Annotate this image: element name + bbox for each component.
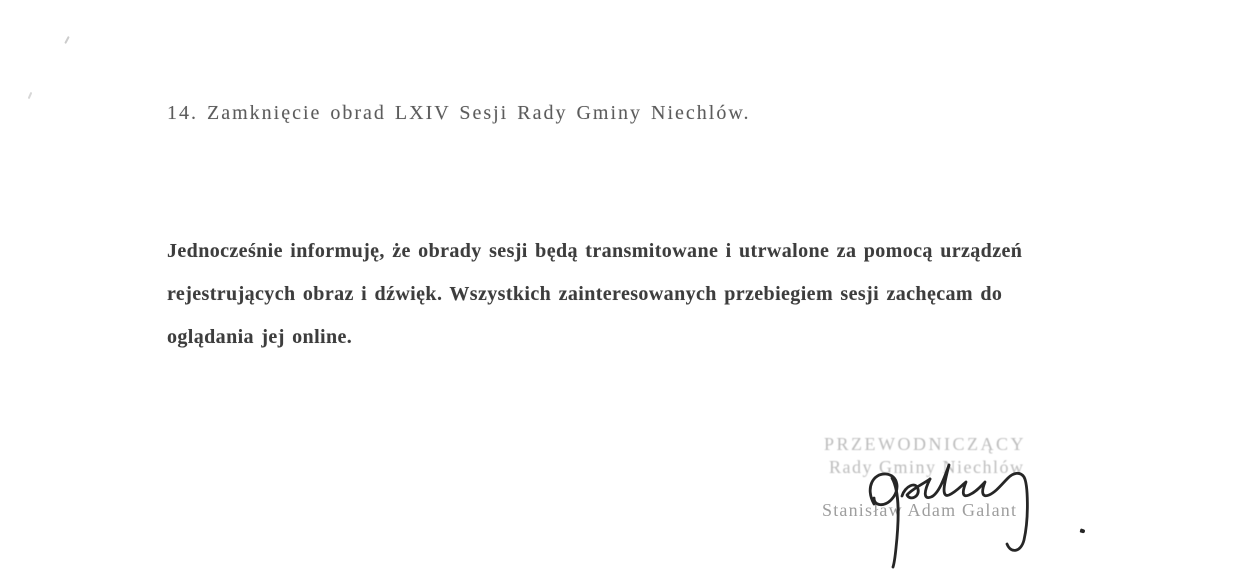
agenda-item-14: 14. Zamknięcie obrad LXIV Sesji Rady Gminy Niechlów. [167, 102, 751, 124]
info-paragraph [167, 230, 1107, 359]
handwritten-signature-icon [850, 448, 1090, 587]
paragraph-line-1: Jednocześnie informuję, że obrady sesji będą transmitowane i utrwalone za pomocą urządzeń [167, 240, 1023, 262]
signer-organization: Rady Gminy Niechlów [829, 457, 1025, 477]
paragraph-line-3: oglądania jej online. [167, 326, 353, 348]
scan-speckle [64, 36, 70, 44]
signer-title: PRZEWODNICZĄCY [824, 434, 1026, 454]
paragraph-line-2: rejestrujących obraz i dźwięk. Wszystkich zainteresowanych przebiegiem sesji zachęcam do [167, 283, 1003, 305]
scan-speckle [28, 92, 33, 99]
ink-dot [1080, 528, 1086, 533]
signer-name: Stanisław Adam Galant [822, 500, 1018, 520]
